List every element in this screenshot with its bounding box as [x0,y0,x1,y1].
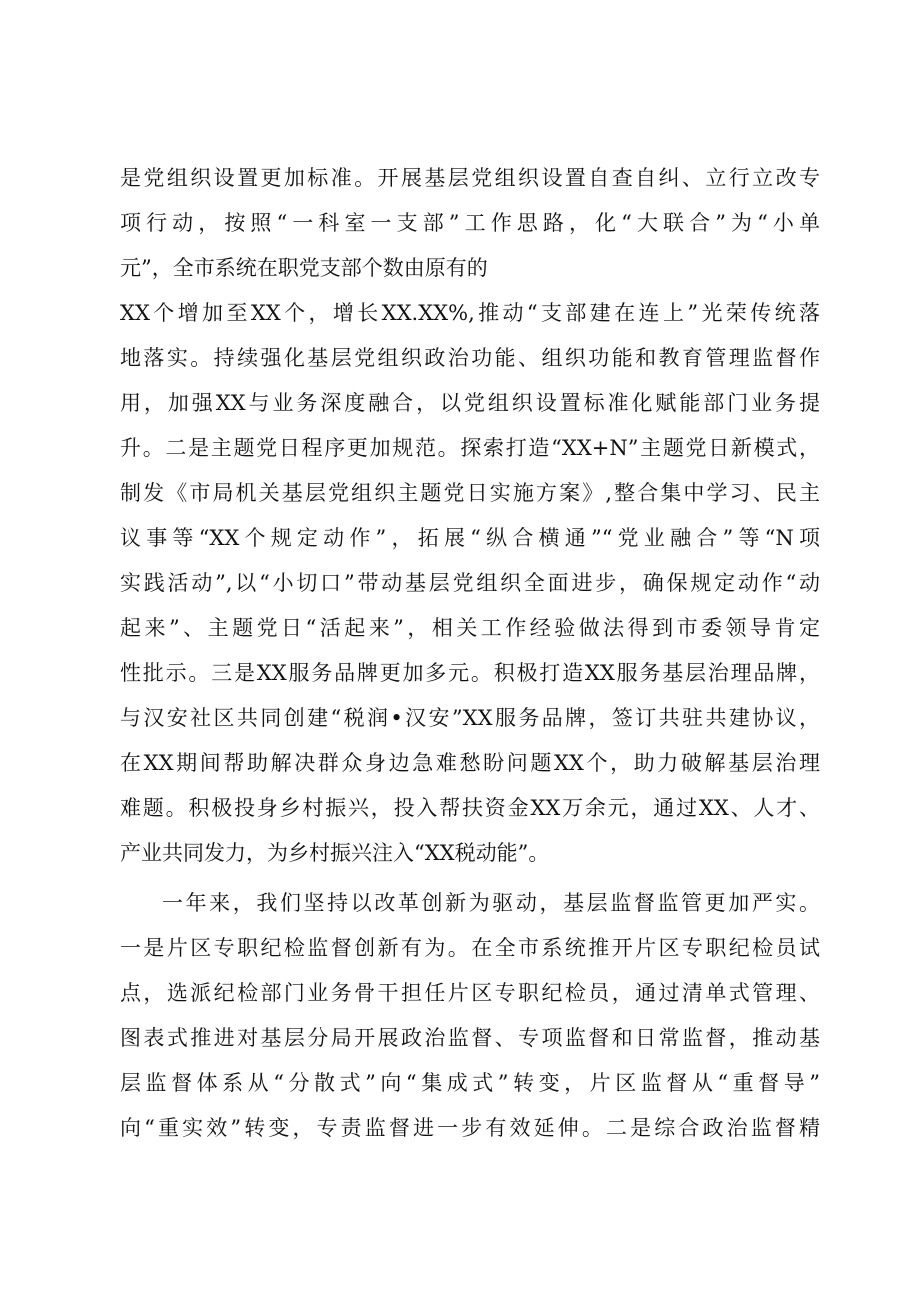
text-line: 性批示。三是XX服务品牌更加多元。积极打造XX服务基层治理品牌， [120,661,820,685]
text-line: 元”，全市系统在职党支部个数由原有的 [120,256,488,280]
text-line: 用，加强XX与业务深度融合，以党组织设置标准化赋能部门业务提 [120,391,820,415]
text-line: 实践活动”,以“小切口”带动基层党组织全面进步，确保规定动作“动 [120,571,820,595]
text-line: XX个增加至XX个，增长XX.XX%,推动“支部建在连上”光荣传统落 [120,301,820,325]
text-line: 项行动，按照“一科室一支部”工作思路，化“大联合”为“小单 [120,211,820,235]
text-line: 一年来，我们坚持以改革创新为驱动，基层监督监管更加严实。 [162,891,820,915]
text-line: 与汉安社区共同创建“税润•汉安”XX服务品牌，签订共驻共建协议， [120,706,820,730]
text-line: 向“重实效”转变，专责监督进一步有效延伸。二是综合政治监督精 [120,1116,820,1140]
text-line: 一是片区专职纪检监督创新有为。在全市系统推开片区专职纪检员试 [120,936,820,960]
text-line: 制发《市局机关基层党组织主题党日实施方案》,整合集中学习、民主 [120,481,820,505]
text-line: 是党组织设置更加标准。开展基层党组织设置自查自纠、立行立改专 [120,166,820,190]
text-line: 在XX期间帮助解决群众身边急难愁盼问题XX个，助力破解基层治理 [120,751,820,775]
text-line: 点，选派纪检部门业务骨干担任片区专职纪检员，通过清单式管理、 [120,981,820,1005]
text-line: 难题。积极投身乡村振兴，投入帮扶资金XX万余元，通过XX、人才、 [120,796,820,820]
text-line: 起来”、主题党日“活起来”，相关工作经验做法得到市委领导肯定 [120,616,820,640]
text-line: 产业共同发力，为乡村振兴注入“XX税动能”。 [120,841,550,865]
text-line: 层监督体系从“分散式”向“集成式”转变，片区监督从“重督导” [120,1071,820,1095]
text-line: 图表式推进对基层分局开展政治监督、专项监督和日常监督，推动基 [120,1026,820,1050]
text-line: 议事等“XX个规定动作”，拓展“纵合横通”“党业融合”等“N项 [120,526,820,550]
text-line: 升。二是主题党日程序更加规范。探索打造“XX+N”主题党日新模式， [120,436,820,460]
text-line: 地落实。持续强化基层党组织政治功能、组织功能和教育管理监督作 [120,346,820,370]
